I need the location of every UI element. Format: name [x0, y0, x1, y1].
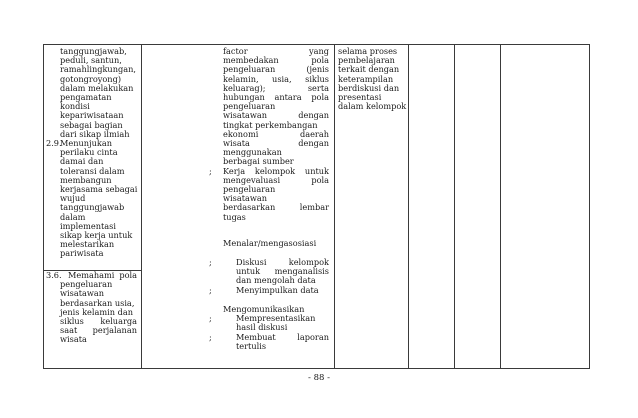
text-line: dalam kelompok: [338, 101, 407, 112]
text-line: pariwisata: [60, 248, 104, 259]
text-line: membangun: [60, 174, 112, 185]
text-line: wisatawan: [223, 193, 268, 204]
text-line: tanggungjawab,: [60, 46, 127, 56]
text-line: pengeluaran: [60, 279, 113, 290]
bullet: ;: [209, 331, 212, 342]
text-line: wisata dengan: [223, 138, 329, 148]
text-line: tanggungjawab: [60, 202, 125, 213]
text-line: dari sikap ilmiah: [60, 128, 130, 139]
text-line: implementasi: [60, 220, 116, 231]
text-line: siklus keluarga: [60, 315, 137, 326]
document-table: [43, 44, 590, 369]
bullet-laporan-first-line: Membuat laporan: [236, 331, 329, 342]
text-line: pengeluaran: [223, 101, 276, 112]
competency-3-6-first-line: Memahami pola: [68, 270, 137, 280]
text-line: Menunjukan: [60, 138, 112, 148]
text-line: wujud: [60, 193, 86, 204]
text-line: hubungan antara pola: [223, 92, 329, 102]
text-line: hasil diskusi: [236, 322, 288, 333]
heading-menalar: Menalar/mengasosiasi: [223, 238, 317, 248]
text-line: wisata: [60, 334, 87, 345]
table-column-divider: [454, 44, 455, 369]
text-line: kelamin, usia, siklus: [223, 73, 329, 84]
text-line: wisatawan: [60, 288, 105, 299]
text-line: presentasi: [338, 92, 382, 102]
text-line: kondisi: [60, 101, 90, 112]
table-column-divider: [408, 44, 409, 369]
competency-number-3-6: 3.6.: [46, 270, 62, 280]
text-line: mengevaluasi pola: [223, 174, 329, 185]
text-line: terkait dengan: [338, 64, 400, 75]
text-line: damai dan: [60, 156, 104, 167]
heading-mengomunikasikan: Mengomunikasikan: [223, 304, 305, 314]
text-line: pembelajaran: [338, 55, 395, 66]
table-border-bottom: [43, 368, 590, 369]
text-line: sebagai bagian: [60, 119, 123, 130]
text-line: gotongroyong): [60, 73, 122, 84]
page-number: - 88 -: [308, 373, 330, 383]
bullet: ;: [209, 284, 212, 295]
text-line: tertulis: [236, 340, 267, 351]
bullet-menyimpulkan: Menyimpulkan data: [236, 284, 319, 295]
bullet: ;: [209, 313, 212, 324]
text-line: ramahlingkungan,: [60, 64, 136, 75]
text-line: selama proses: [338, 46, 398, 56]
text-line: membedakan pola: [223, 55, 329, 66]
text-line: pengeluaran (jenis: [223, 64, 329, 75]
competency-number-2-9: 2.9.: [46, 138, 62, 148]
bullet: ;: [209, 257, 212, 267]
text-line: ekonomi daerah: [223, 128, 329, 139]
text-line: tingkat perkembangan: [223, 119, 318, 130]
text-line: wisatawan dengan: [223, 110, 329, 121]
text-line: berbagai sumber: [223, 156, 294, 167]
text-line: keterampilan: [338, 73, 394, 84]
table-column-divider: [334, 44, 335, 369]
text-line: sikap kerja untuk: [60, 230, 133, 240]
text-line: Mempresentasikan: [236, 313, 316, 324]
text-line: Kerja kelompok untuk: [223, 165, 329, 176]
text-line: jenis kelamin dan: [60, 306, 134, 317]
text-line: untuk menganalisis: [236, 266, 329, 277]
text-line: berdasarkan usia,: [60, 297, 135, 308]
text-line: menggunakan: [223, 147, 282, 158]
table-border-top: [43, 44, 590, 45]
text-line: pengeluaran: [223, 183, 276, 194]
text-line: factor yang: [223, 46, 329, 56]
text-line: kepariwisataan: [60, 110, 124, 121]
table-border-right: [589, 44, 590, 369]
text-line: keluarag); serta: [223, 82, 329, 93]
text-line: melestarikan: [60, 239, 115, 250]
bullet-diskusi-first-line: Diskusi kelompok: [236, 257, 329, 267]
table-border-left: [43, 44, 44, 369]
text-line: berdiskusi dan: [338, 82, 400, 93]
text-line: berdasarkan lembar: [223, 202, 329, 213]
text-line: dalam melakukan: [60, 82, 134, 93]
text-line: tugas: [223, 211, 246, 222]
text-line: peduli, santun,: [60, 55, 122, 66]
text-line: saat perjalanan: [60, 325, 137, 336]
bullet: ;: [209, 165, 212, 176]
text-line: pengamatan: [60, 92, 112, 102]
text-line: perilaku cinta: [60, 147, 118, 158]
text-line: dalam: [60, 211, 86, 222]
text-line: toleransi dalam: [60, 165, 125, 176]
table-column-divider: [141, 44, 142, 369]
text-line: kerjasama sebagai: [60, 184, 138, 194]
text-line: dan mengolah data: [236, 275, 316, 286]
table-column-divider: [500, 44, 501, 369]
